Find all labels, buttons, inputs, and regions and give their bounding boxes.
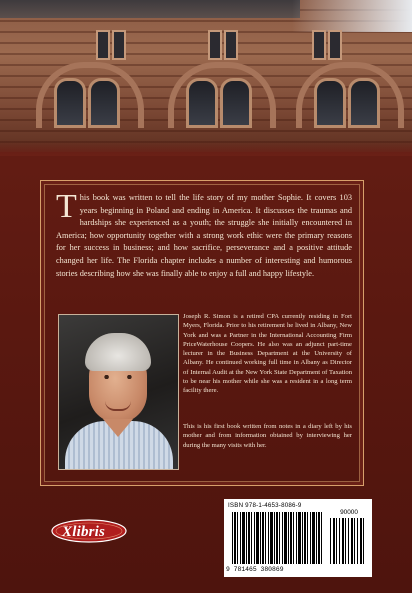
ean-number: 9 781465 380869 — [226, 566, 284, 573]
arched-window — [348, 78, 380, 128]
upper-window — [112, 30, 126, 60]
author-bio-paragraph: Joseph R. Simon is a retired CPA currently residing in Fort Myers, Florida. Prior to his retirement he lived in Albany, New York and was a Partner in the International Accounting Firm PriceWaterhouse Coopers. He also was an adjunct part-time lecturer in the Business Department at the University of Albany. He continued working full time in Albany as Director of Internal Audit at the New York State Department of Taxation to be near his mother while she was a resident in a long term facility there. — [183, 313, 352, 395]
price-addon-number: 90000 — [340, 509, 358, 516]
author-eyes — [99, 375, 137, 379]
author-bio-paragraph-2: This is his first book written from notes in a diary left by his mother and from information obtained by interviewing her during the many visits with her. — [183, 423, 352, 449]
arched-window — [314, 78, 346, 128]
synopsis-text: his book was written to tell the life story of my mother Sophie. It covers 103 years beginning in Poland and ending in America. It discusses the traumas and hardships she experienced as a youth; the struggle she initially encountered in America; how opportunity together with a strong work ethic were the primary reasons for her success in business; and how sacrifice, perseverance and a positive attitude changed her life. The Florida chapter includes a number of interesting and humorous stories describing how she was finally able to enjoy a full and happy lifestyle. — [56, 193, 352, 278]
arched-window — [54, 78, 86, 128]
drop-cap: T — [56, 188, 77, 225]
book-synopsis — [56, 188, 352, 280]
addon-barcode-icon — [330, 518, 366, 564]
roof-silhouette — [0, 0, 300, 18]
upper-window — [224, 30, 238, 60]
publisher-logo-text: Xlibris — [62, 524, 106, 540]
upper-window — [312, 30, 326, 60]
author-hair — [85, 333, 151, 371]
arched-window — [186, 78, 218, 128]
isbn-text: ISBN 978-1-4653-8086-9 — [228, 502, 302, 509]
upper-window — [328, 30, 342, 60]
ean-barcode-icon — [232, 512, 324, 564]
author-photo — [58, 314, 179, 470]
sky-patch — [292, 0, 412, 32]
upper-window — [96, 30, 110, 60]
building-photo — [0, 0, 412, 152]
arched-window — [88, 78, 120, 128]
upper-window — [208, 30, 222, 60]
photo-fade — [0, 140, 412, 156]
arched-window — [220, 78, 252, 128]
